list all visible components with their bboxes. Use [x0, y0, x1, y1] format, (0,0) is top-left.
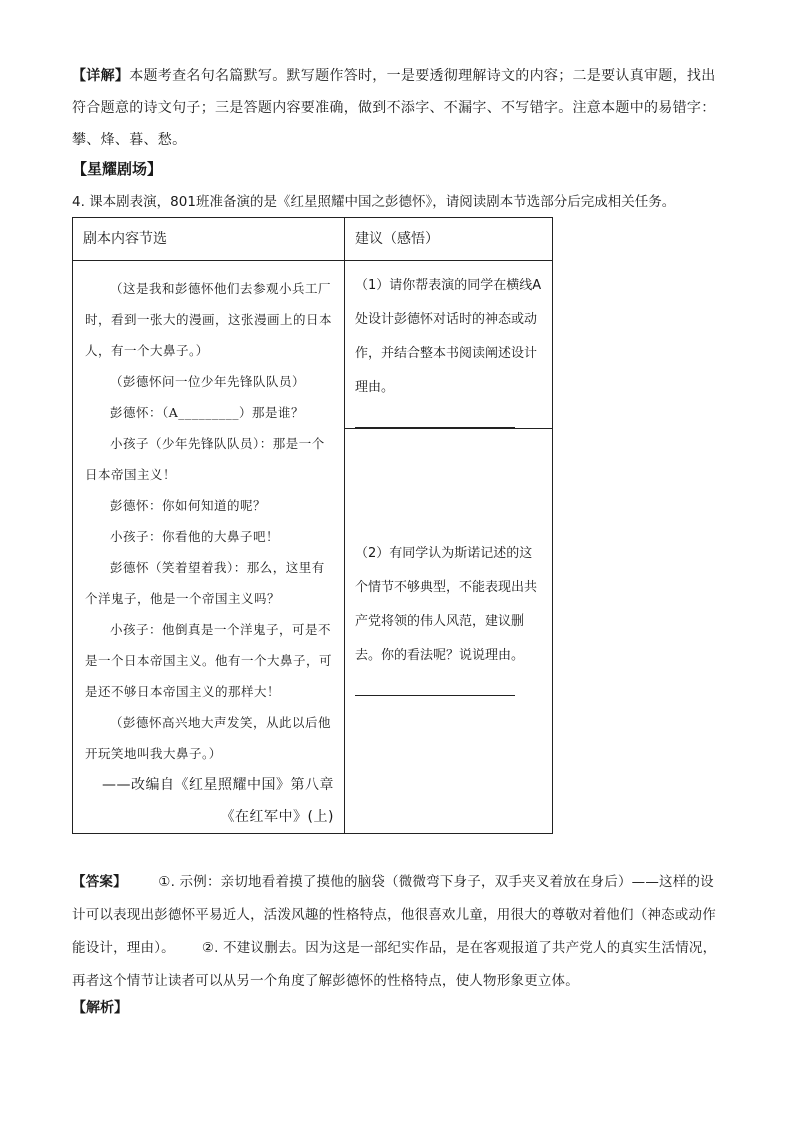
- analysis-tag: 【解析】: [72, 1000, 128, 1016]
- answer-number-2: ②: [201, 940, 215, 956]
- answer-tag: 【答案】: [72, 874, 127, 890]
- explanation-tag: 【详解】: [72, 68, 130, 84]
- answer-paragraph: [72, 866, 724, 998]
- script-line: 彭德怀（笑着望着我）：那么，这里有个洋鬼子，他是一个帝国主义吗？: [85, 560, 325, 606]
- script-line: 小孩子：他倒真是一个洋鬼子，可是不是一个日本帝国主义。他有一个大鼻子，可是还不够日本帝国主义的那样大！: [85, 622, 333, 699]
- script-line: （彭德怀高兴地大声发笑，从此以后他开玩笑地叫我大鼻子。）: [85, 715, 332, 761]
- source-line-2: 《在红军中》(上): [220, 809, 334, 825]
- answer-number-1: ①: [158, 874, 171, 890]
- script-excerpt-cell: [73, 261, 345, 834]
- source-line-1: ——改编自《红星照耀中国》第八章: [102, 777, 334, 793]
- answer-blank-2[interactable]: [355, 673, 515, 696]
- suggestion-1-text: （1）请你帮表演的同学在横线A处设计彭德怀对话时的神态或动作，并结合整本书阅读阐述设计理由。: [355, 278, 542, 395]
- answer-text-2: . 不建议删去。因为这是一部纪实作品，是在客观报道了共产党人的真实生活情况，再者这个情节让读者可以从另一个角度了解彭德怀的性格特点，使人物形象更立体。: [72, 940, 717, 989]
- col-header-script: 剧本内容节选: [73, 218, 345, 261]
- answer-text-1: . 示例：亲切地看着摸了摸他的脑袋（微微弯下身子，双手夹叉着放在身后）——这样的设计可以表现出彭德怀平易近人，活泼风趣的性格特点，他很喜欢儿童，用很大的尊敬对着他们（神态或动作能设计，理由）。: [72, 874, 716, 956]
- col-header-suggestion: 建议（感悟）: [345, 218, 553, 261]
- suggestion-2-text: （2）有同学认为斯诺记述的这个情节不够典型，不能表现出共产党将领的伟人风范，建议删去。你的看法呢？说说理由。: [355, 546, 538, 663]
- script-line: （这是我和彭德怀他们去参观小兵工厂时，看到一张大的漫画，这张漫画上的日本人，有一个大鼻子。）: [85, 281, 333, 358]
- explanation-text: 本题考查名句名篇默写。默写题作答时，一是要透彻理解诗文的内容；二是要认真审题，找出符合题意的诗文句子；三是答题内容要准确，做到不添字、不漏字、不写错字。注意本题中的易错字：攀、烽、暮、愁。: [72, 68, 716, 148]
- script-line: 小孩子：你看他的大鼻子吧！: [110, 529, 280, 544]
- script-line: 小孩子（少年先锋队队员）：那是一个日本帝国主义！: [85, 436, 325, 482]
- suggestion-cell-1: [345, 261, 553, 429]
- script-line: 彭德怀：（A_________）那是谁？: [110, 405, 305, 420]
- question-text: 4. 课本剧表演，801班准备演的是《红星照耀中国之彭德怀》，请阅读剧本节选部分后完成相关任务。: [72, 194, 676, 210]
- script-table: [72, 217, 553, 834]
- script-line: 彭德怀：你如何知道的呢？: [110, 498, 267, 513]
- section-title: 【星耀剧场】: [72, 160, 163, 178]
- answer-blank-1[interactable]: [355, 405, 515, 428]
- script-line: （彭德怀问一位少年先锋队队员）: [110, 374, 306, 389]
- explanation-paragraph: [72, 60, 722, 156]
- suggestion-cell-2: [345, 429, 553, 834]
